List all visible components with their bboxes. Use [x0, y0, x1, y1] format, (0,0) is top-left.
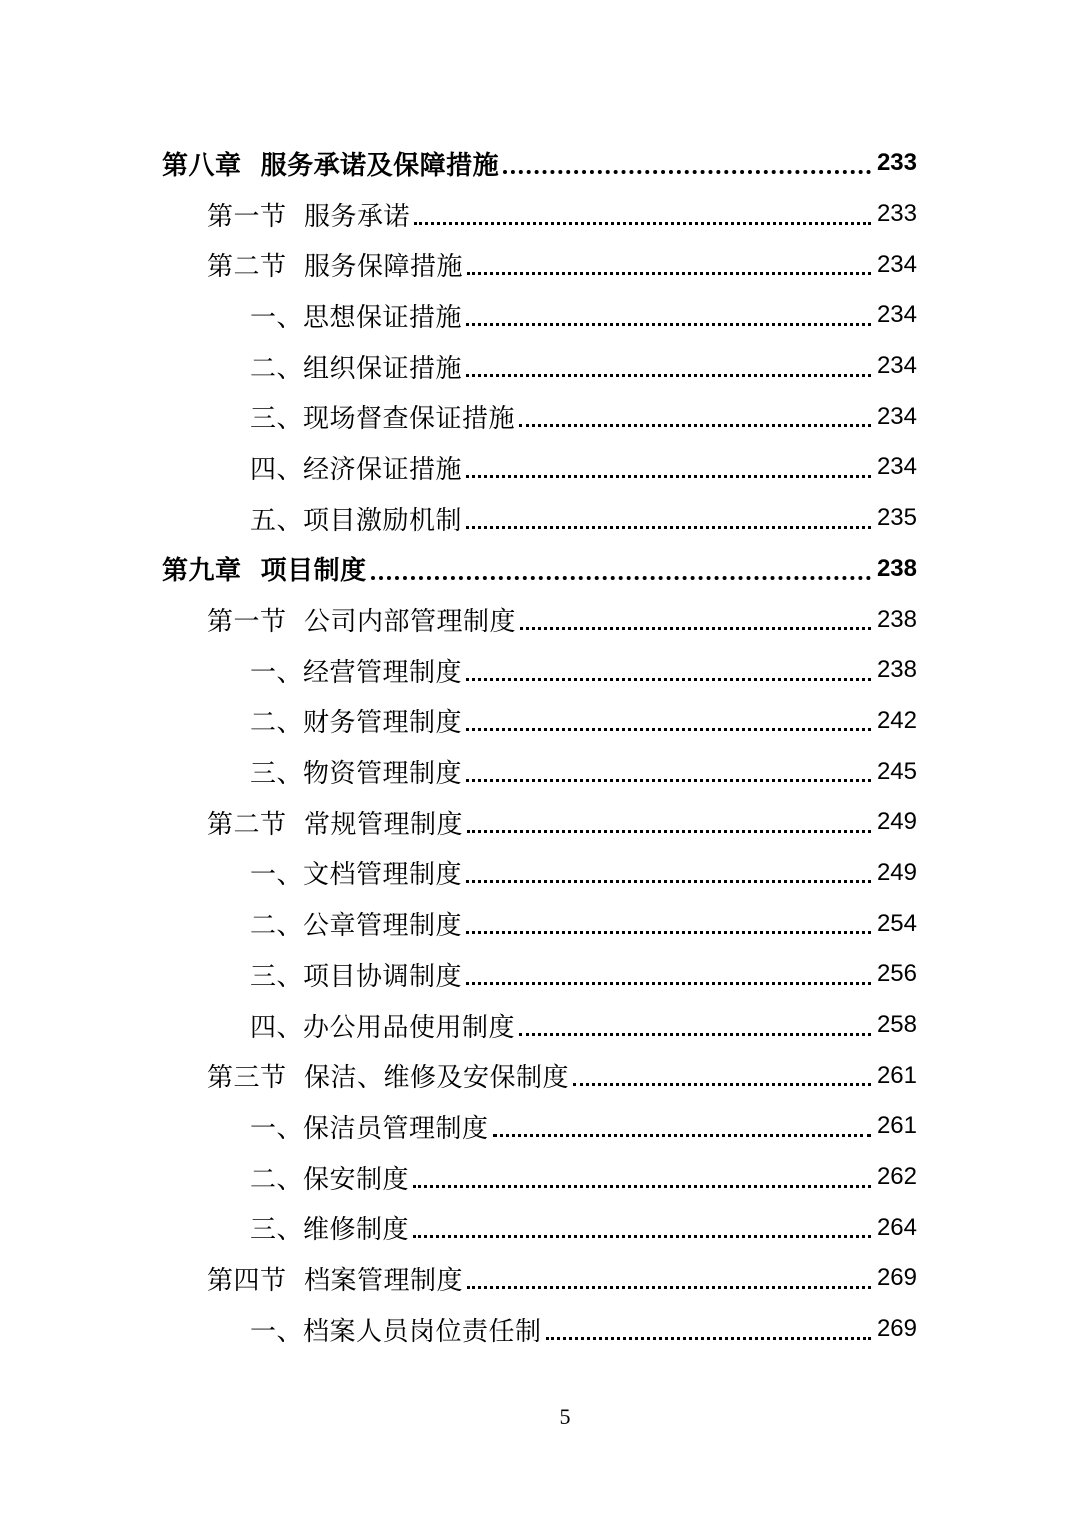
toc-entry[interactable] [0, 544, 917, 595]
dot-leader [466, 678, 871, 681]
toc-entry-page-number: 269 [876, 1315, 917, 1343]
dot-leader [371, 576, 871, 580]
toc-entry-title: 第一节 服务承诺 [207, 201, 411, 232]
toc-entry-title: 二、组织保证措施 [250, 353, 463, 384]
toc-entry[interactable] [0, 1253, 917, 1304]
toc-entry-title: 一、经营管理制度 [250, 657, 463, 688]
dot-leader [503, 170, 871, 174]
toc-entry-page-number: 234 [876, 402, 917, 430]
toc-entry-title: 一、档案人员岗位责任制 [250, 1316, 542, 1347]
dot-leader [493, 1134, 871, 1137]
toc-entry-title: 四、经济保证措施 [250, 454, 463, 485]
toc-entry[interactable] [0, 1304, 917, 1355]
dot-leader [546, 1337, 871, 1340]
toc-entry[interactable] [0, 493, 917, 544]
toc-entry-title: 二、保安制度 [250, 1164, 410, 1195]
toc-entry-page-number: 234 [876, 453, 917, 481]
toc-entry-page-number: 262 [876, 1163, 917, 1191]
toc-entry[interactable] [0, 1000, 917, 1051]
toc-entry-title: 第三节 保洁、维修及安保制度 [207, 1063, 570, 1094]
toc-entry[interactable] [0, 442, 917, 493]
toc-entry-title: 一、思想保证措施 [250, 302, 463, 333]
toc-entry-title: 第一节 公司内部管理制度 [207, 607, 517, 638]
toc-entry[interactable] [0, 1152, 917, 1203]
toc-entry[interactable] [0, 746, 917, 797]
toc-entry-title: 第二节 常规管理制度 [207, 809, 464, 840]
toc-entry[interactable] [0, 1101, 917, 1152]
toc-entry-page-number: 254 [876, 909, 917, 937]
toc-entry-page-number: 234 [876, 250, 917, 278]
toc-entry-page-number: 256 [876, 960, 917, 988]
toc-entry-page-number: 249 [876, 808, 917, 836]
toc-entry[interactable] [0, 696, 917, 747]
toc-entry[interactable] [0, 391, 917, 442]
table-of-contents [0, 138, 1080, 1355]
dot-leader [466, 374, 871, 377]
toc-entry-title: 三、维修制度 [250, 1215, 410, 1246]
dot-leader [413, 1235, 871, 1238]
dot-leader [413, 1185, 871, 1188]
toc-entry[interactable] [0, 1202, 917, 1253]
toc-entry[interactable] [0, 1050, 917, 1101]
toc-entry-title: 三、物资管理制度 [250, 759, 463, 790]
toc-entry-page-number: 238 [876, 554, 917, 582]
toc-entry[interactable] [0, 189, 917, 240]
dot-leader [466, 728, 871, 731]
toc-entry-page-number: 249 [876, 858, 917, 886]
dot-leader [573, 1083, 871, 1086]
dot-leader [414, 222, 871, 225]
toc-entry-page-number: 233 [876, 149, 917, 177]
toc-entry-title: 第九章 项目制度 [162, 556, 367, 587]
toc-entry-page-number: 261 [876, 1061, 917, 1089]
dot-leader [466, 475, 871, 478]
page-number: 5 [559, 1404, 571, 1429]
dot-leader [466, 323, 871, 326]
toc-entry[interactable] [0, 239, 917, 290]
dot-leader [467, 830, 871, 833]
toc-entry-page-number: 234 [876, 301, 917, 329]
toc-entry[interactable] [0, 949, 917, 1000]
dot-leader [466, 982, 871, 985]
dot-leader [466, 526, 871, 529]
toc-entry-page-number: 234 [876, 352, 917, 380]
toc-entry-page-number: 245 [876, 757, 917, 785]
toc-entry-page-number: 238 [876, 605, 917, 633]
toc-entry[interactable] [0, 138, 917, 189]
dot-leader [519, 424, 871, 427]
dot-leader [466, 779, 871, 782]
toc-entry-page-number: 264 [876, 1213, 917, 1241]
toc-entry-title: 一、保洁员管理制度 [250, 1113, 489, 1144]
toc-entry-title: 三、项目协调制度 [250, 961, 463, 992]
toc-entry-title: 五、项目激励机制 [250, 505, 463, 536]
toc-entry-page-number: 261 [876, 1112, 917, 1140]
toc-entry[interactable] [0, 290, 917, 341]
toc-entry-title: 一、文档管理制度 [250, 860, 463, 891]
toc-entry[interactable] [0, 594, 917, 645]
toc-entry-page-number: 258 [876, 1011, 917, 1039]
toc-entry-page-number: 269 [876, 1264, 917, 1292]
dot-leader [467, 1286, 871, 1289]
toc-entry[interactable] [0, 898, 917, 949]
dot-leader [467, 272, 871, 275]
toc-entry-title: 二、公章管理制度 [250, 911, 463, 942]
toc-entry[interactable] [0, 341, 917, 392]
toc-entry-title: 四、办公用品使用制度 [250, 1012, 516, 1043]
toc-entry-title: 三、现场督查保证措施 [250, 404, 516, 435]
toc-entry[interactable] [0, 645, 917, 696]
dot-leader [466, 880, 871, 883]
toc-entry[interactable] [0, 797, 917, 848]
toc-entry-title: 第四节 档案管理制度 [207, 1265, 464, 1296]
dot-leader [466, 931, 871, 934]
toc-entry-page-number: 238 [876, 656, 917, 684]
dot-leader [519, 1033, 871, 1036]
dot-leader [520, 627, 871, 630]
toc-entry[interactable] [0, 848, 917, 899]
toc-entry-page-number: 235 [876, 504, 917, 532]
toc-entry-title: 二、财务管理制度 [250, 708, 463, 739]
toc-entry-page-number: 242 [876, 706, 917, 734]
toc-entry-title: 第八章 服务承诺及保障措施 [162, 150, 500, 181]
toc-entry-title: 第二节 服务保障措施 [207, 252, 464, 283]
toc-entry-page-number: 233 [876, 200, 917, 228]
